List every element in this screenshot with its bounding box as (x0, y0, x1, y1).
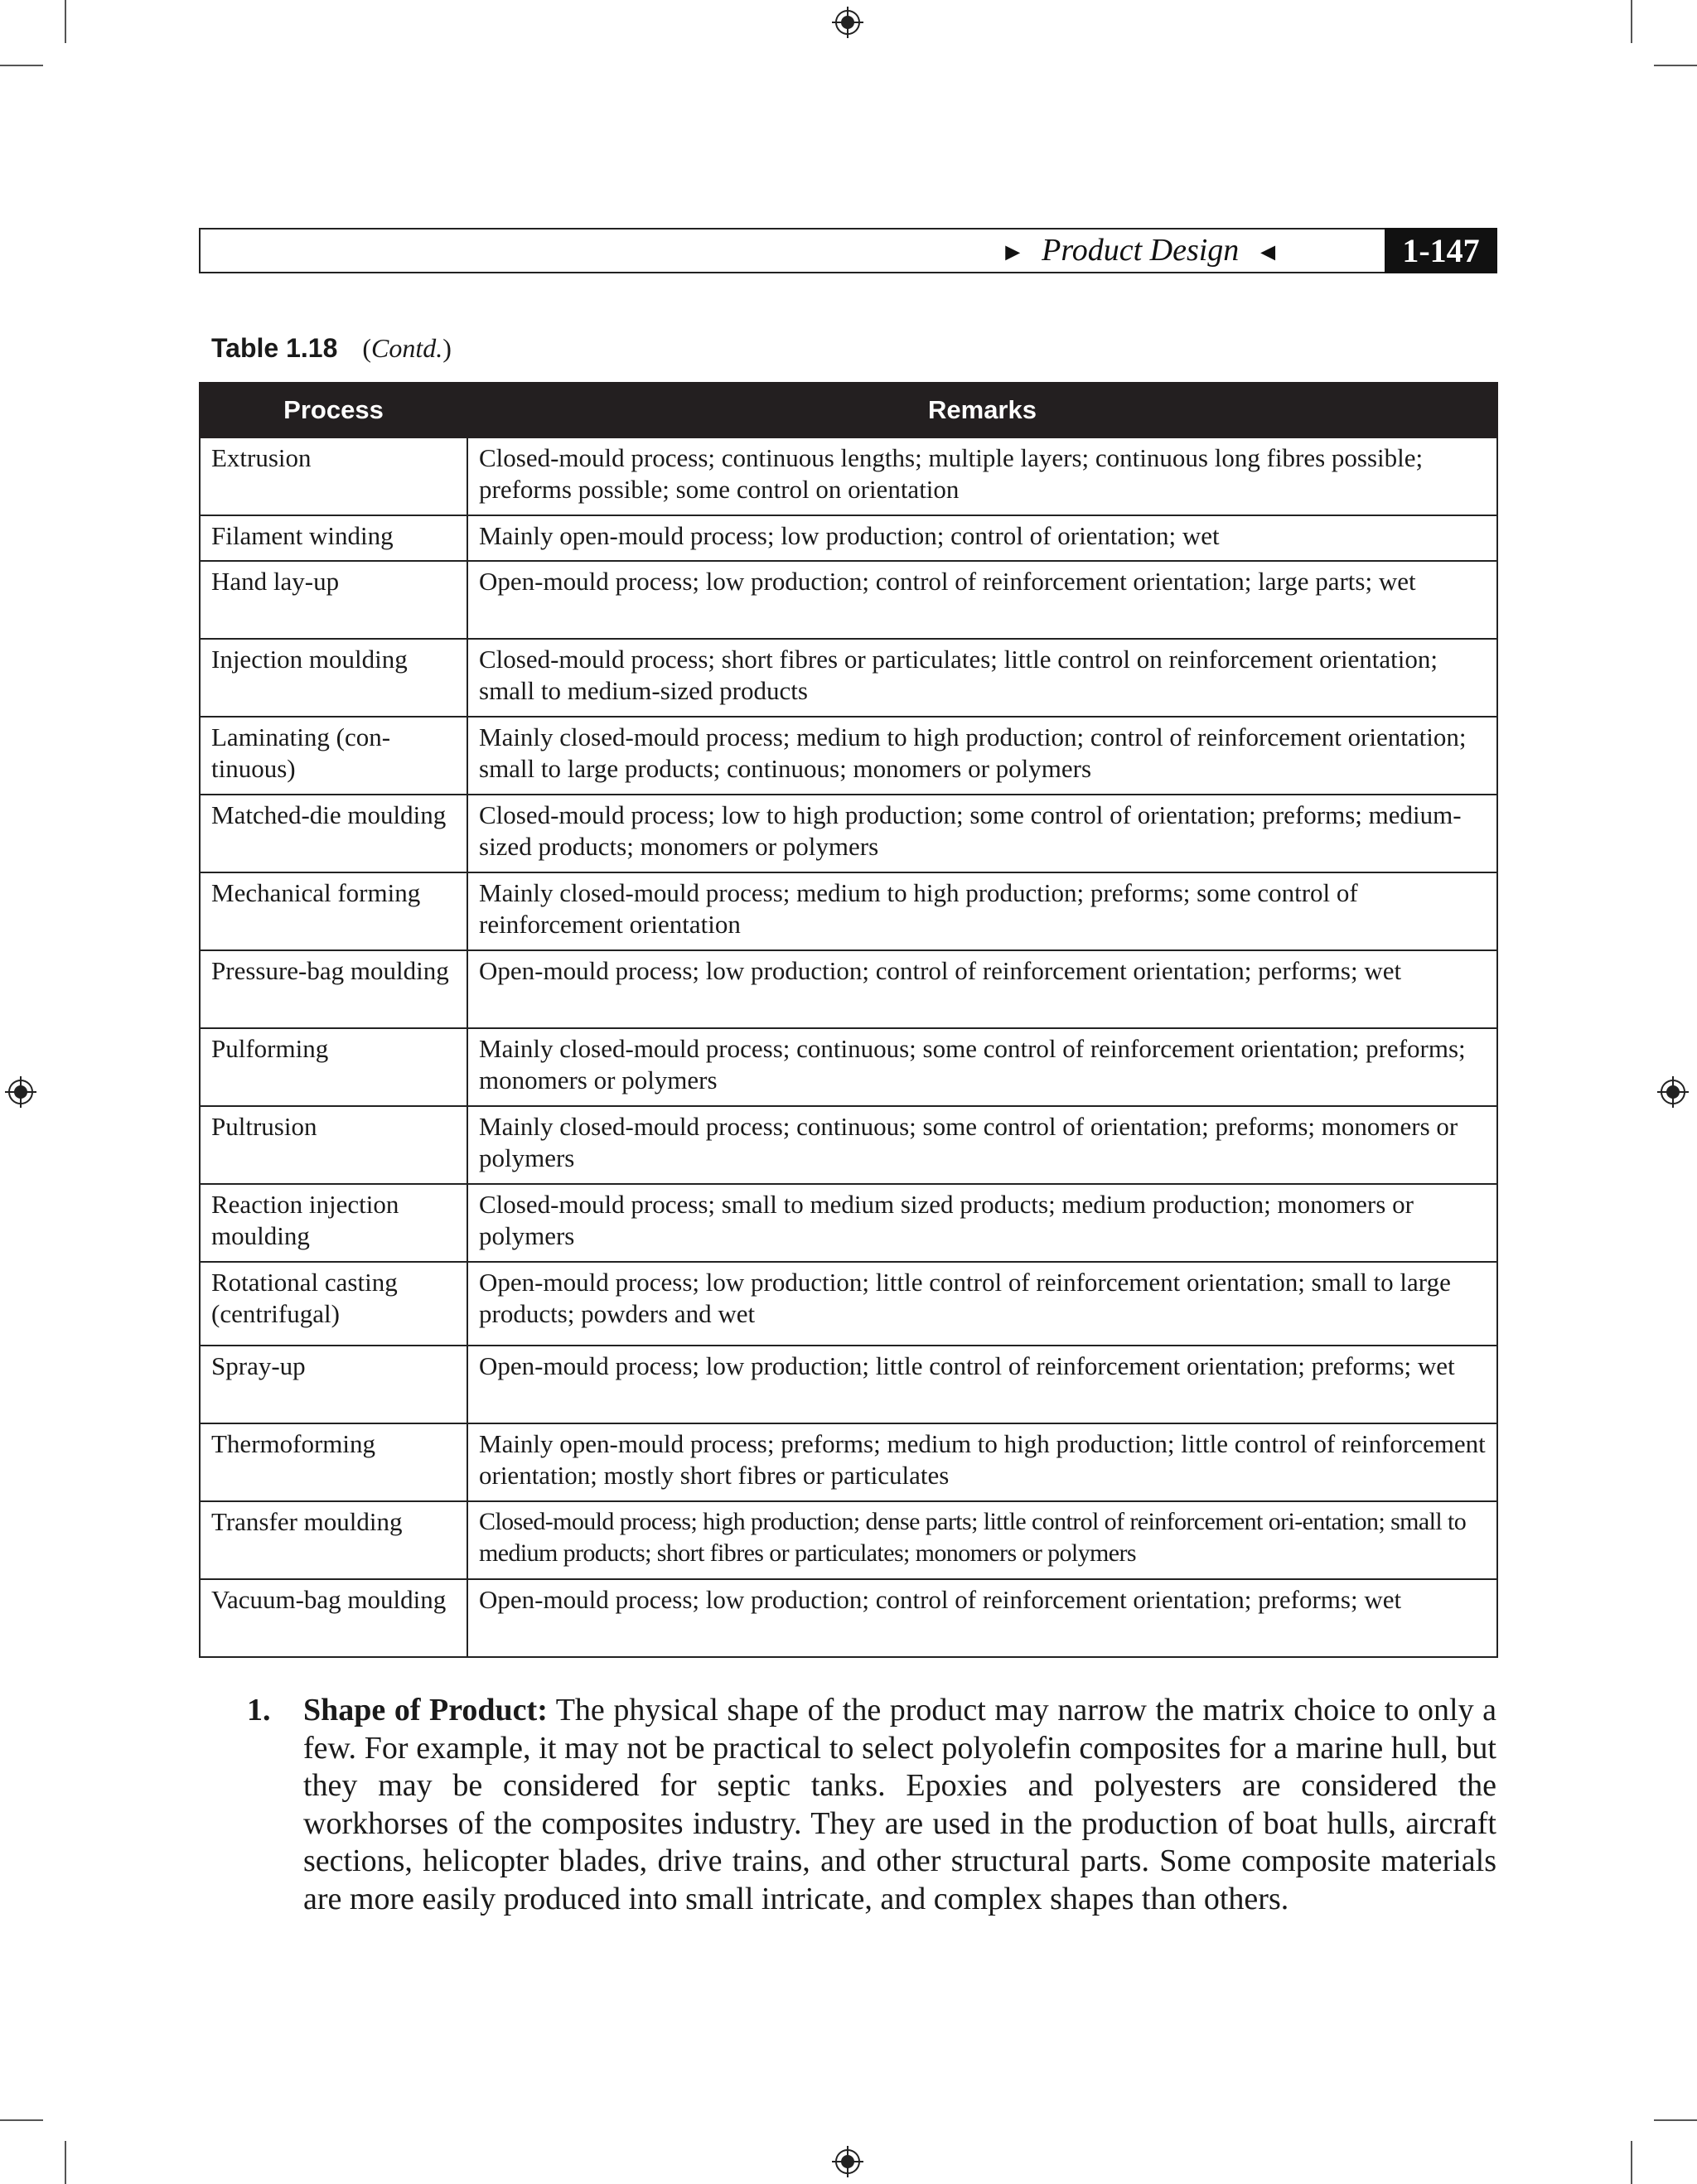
crop-mark (1631, 0, 1632, 43)
process-cell: Rotational casting (centrifugal) (200, 1262, 467, 1346)
table-row (200, 561, 1497, 639)
left-triangle-icon: ◄ (1255, 239, 1280, 266)
process-cell: Injection moulding (200, 639, 467, 717)
remarks-cell: Closed-mould process; small to medium sized products; medium production; monomers or polymers (467, 1184, 1497, 1262)
header-title (984, 230, 1297, 272)
remarks-cell: Open-mould process; low production; control of reinforcement orientation; performs; wet (467, 950, 1497, 1028)
process-cell: Thermoforming (200, 1423, 467, 1501)
remarks-cell: Open-mould process; low production; control of reinforcement orientation; preforms; wet (467, 1579, 1497, 1657)
remarks-cell: Closed-mould process; low to high production; some control of orientation; preforms; medium-sized products; monomers or polymers (467, 795, 1497, 872)
crop-mark (65, 0, 66, 43)
remarks-cell: Mainly closed-mould process; continuous; some control of reinforcement orientation; preforms; monomers or polymers (467, 1028, 1497, 1106)
registration-mark-icon (1657, 1076, 1689, 1108)
process-cell: Filament winding (200, 515, 467, 561)
table-row (200, 872, 1497, 950)
crop-mark (1654, 65, 1697, 66)
table-row (200, 1106, 1497, 1184)
table-caption (211, 333, 452, 364)
remarks-cell: Mainly open-mould process; preforms; medium to high production; little control of reinforcement orientation; mostly short fibres or particulates (467, 1423, 1497, 1501)
header-process: Process (200, 383, 467, 437)
remarks-cell: Open-mould process; low production; control of reinforcement orientation; large parts; wet (467, 561, 1497, 639)
paragraph-text: The physical shape of the product may narrow the matrix choice to only a few. For example, it may not be practical to select polyolefin composites for a marine hull, but they may be considered for septic tanks. Epoxies and polyesters are considered the workhorses of the composites industry. They are used in the production of boat hulls, aircraft sections, helicopter blades, drive trains, and other structural parts. Some composite materials are more easily produced into small intricate, and complex shapes than others. (303, 1693, 1496, 1916)
process-cell: Spray-up (200, 1346, 467, 1423)
table-row (200, 1423, 1497, 1501)
remarks-cell: Mainly closed-mould process; medium to high production; control of reinforcement orientation; small to large products; continuous; monomers or polymers (467, 717, 1497, 795)
process-cell: Pultrusion (200, 1106, 467, 1184)
contd-text: Contd. (371, 333, 443, 363)
remarks-cell: Mainly closed-mould process; medium to high production; preforms; some control of reinforcement orientation (467, 872, 1497, 950)
header-remarks: Remarks (467, 383, 1497, 437)
crop-mark (0, 2119, 43, 2121)
right-triangle-icon: ► (1000, 239, 1026, 266)
process-cell: Vacuum-bag moulding (200, 1579, 467, 1657)
process-table (199, 382, 1498, 1658)
process-cell: Laminating (con-tinuous) (200, 717, 467, 795)
table-row (200, 795, 1497, 872)
table-row (200, 437, 1497, 515)
table-row (200, 1184, 1497, 1262)
page-number: 1-147 (1385, 228, 1497, 273)
process-cell: Pressure-bag moulding (200, 950, 467, 1028)
remarks-cell: Closed-mould process; high production; dense parts; little control of reinforcement ori-entation; small to medium products; short fibres or particulates; monomers or polymers (467, 1501, 1497, 1579)
table-row (200, 950, 1497, 1028)
table-row (200, 1579, 1497, 1657)
crop-mark (1654, 2119, 1697, 2121)
table-row (200, 717, 1497, 795)
table-row (200, 639, 1497, 717)
remarks-cell: Open-mould process; low production; little control of reinforcement orientation; small to large products; powders and wet (467, 1262, 1497, 1346)
registration-mark-icon (5, 1076, 36, 1108)
process-cell: Extrusion (200, 437, 467, 515)
remarks-cell: Mainly closed-mould process; continuous; some control of orientation; preforms; monomers or polymers (467, 1106, 1497, 1184)
process-cell: Hand lay-up (200, 561, 467, 639)
registration-mark-icon (832, 7, 863, 38)
process-cell: Transfer moulding (200, 1501, 467, 1579)
table-row (200, 1346, 1497, 1423)
crop-mark (65, 2141, 66, 2184)
paragraph-number: 1. (247, 1693, 271, 1727)
crop-mark (0, 65, 43, 66)
table-row (200, 1501, 1497, 1579)
table-label: Table 1.18 (211, 333, 338, 363)
paragraph-body (303, 1692, 1496, 1918)
crop-mark (1631, 2141, 1632, 2184)
header-title-text: Product Design (1042, 233, 1240, 268)
table-row (200, 1028, 1497, 1106)
remarks-cell: Closed-mould process; continuous lengths; multiple layers; continuous long fibres possible; preforms possible; some control on orientation (467, 437, 1497, 515)
remarks-cell: Closed-mould process; short fibres or particulates; little control on reinforcement orientation; small to medium-sized products (467, 639, 1497, 717)
running-header (199, 228, 1497, 273)
remarks-cell: Mainly open-mould process; low production; control of orientation; wet (467, 515, 1497, 561)
process-cell: Mechanical forming (200, 872, 467, 950)
registration-mark-icon (832, 2146, 863, 2177)
paragraph-lead: Shape of Product: (303, 1693, 548, 1727)
table-row (200, 515, 1497, 561)
numbered-paragraph (247, 1692, 1496, 1918)
table-row (200, 1262, 1497, 1346)
process-cell: Matched-die moulding (200, 795, 467, 872)
process-cell: Reaction injection moulding (200, 1184, 467, 1262)
table-contd: (Contd.) (362, 333, 452, 363)
remarks-cell: Open-mould process; low production; little control of reinforcement orientation; preforms; wet (467, 1346, 1497, 1423)
process-cell: Pulforming (200, 1028, 467, 1106)
